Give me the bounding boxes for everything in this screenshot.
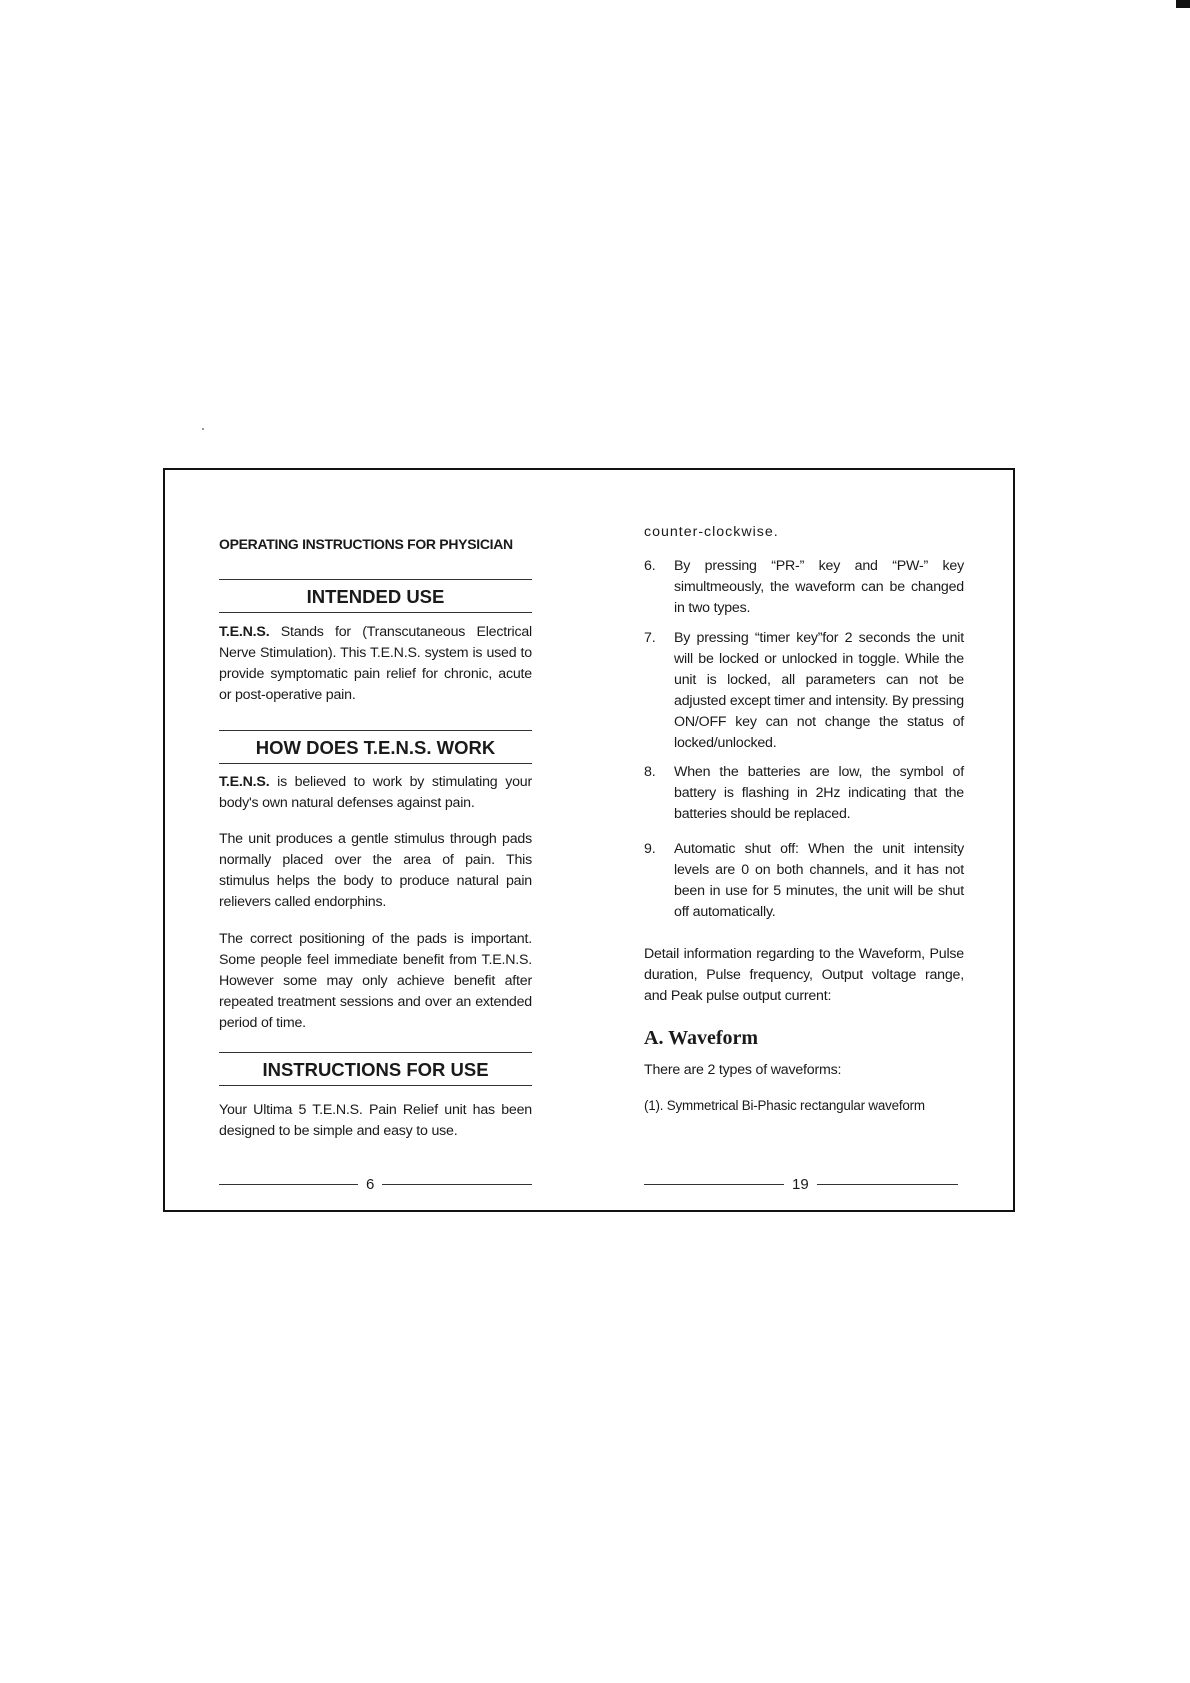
- list-item: [644, 556, 964, 619]
- document-title: OPERATING INSTRUCTIONS FOR PHYSICIAN: [219, 536, 513, 552]
- paragraph-lead: T.E.N.S.: [219, 774, 270, 790]
- list-number: 6.: [644, 558, 656, 574]
- list-number: 9.: [644, 841, 656, 857]
- list-number: 8.: [644, 764, 656, 780]
- list-text: Automatic shut off: When the unit intensity levels are 0 on both channels, and it has not been in use for 5 minutes, the unit will be shut off automatically.: [674, 841, 964, 920]
- paragraph-text: Stands for (Transcutaneous Electrical Nerve Stimulation). This T.E.N.S. system is used to provide symptomatic pain relief for chronic, acute or post-operative pain.: [219, 624, 532, 703]
- heading-intended-use: INTENDED USE: [219, 579, 532, 613]
- paragraph-how-2: The unit produces a gentle stimulus through pads normally placed over the area of pain. This stimulus helps the body to produce natural pain relievers called endorphins.: [219, 831, 532, 910]
- paragraph-how-1: [219, 772, 532, 814]
- paragraph-text: is believed to work by stimulating your body's own natural defenses against pain.: [219, 774, 532, 811]
- paragraph-intended-use: [219, 622, 532, 706]
- waveform-intro: There are 2 types of waveforms:: [644, 1062, 842, 1078]
- footer-left: [219, 1176, 532, 1193]
- list-text: By pressing “PR-” key and “PW-” key simultmeously, the waveform can be changed in two types.: [674, 558, 964, 616]
- scan-corner-mark: [1176, 0, 1190, 8]
- detail-text: Detail information regarding to the Waveform, Pulse duration, Pulse frequency, Output voltage range, and Peak pulse output current:: [644, 946, 964, 1004]
- footer-rule: [382, 1184, 532, 1185]
- list-number: 7.: [644, 630, 656, 646]
- scan-speck: [202, 428, 204, 430]
- footer-rule: [817, 1184, 958, 1185]
- footer-rule: [219, 1184, 358, 1185]
- list-item: [644, 628, 964, 754]
- heading-how-tens-works: HOW DOES T.E.N.S. WORK: [219, 730, 532, 764]
- waveform-heading: A. Waveform: [644, 1027, 759, 1049]
- paragraph-instructions: Your Ultima 5 T.E.N.S. Pain Relief unit has been designed to be simple and easy to use.: [219, 1102, 532, 1139]
- page-number: 19: [792, 1176, 809, 1193]
- list-item: [644, 762, 964, 825]
- paragraph-how-3: The correct positioning of the pads is important. Some people feel immediate benefit from T.E.N.S. However some may only achieve benefit after repeated treatment sessions and over an extended period of time.: [219, 931, 532, 1031]
- paragraph-lead: T.E.N.S.: [219, 624, 270, 640]
- footer-rule: [644, 1184, 784, 1185]
- page-number: 6: [366, 1176, 375, 1193]
- waveform-item: (1). Symmetrical Bi-Phasic rectangular waveform: [644, 1098, 925, 1113]
- footer-right: [644, 1176, 958, 1193]
- list-text: When the batteries are low, the symbol of battery is flashing in 2Hz indicating that the batteries should be replaced.: [674, 764, 964, 822]
- continued-text: counter-clockwise.: [644, 524, 779, 540]
- list-item: [644, 839, 964, 923]
- heading-instructions-for-use: INSTRUCTIONS FOR USE: [219, 1052, 532, 1086]
- list-text: By pressing “timer key”for 2 seconds the unit will be locked or unlocked in toggle. While the unit is locked, all parameters can not be adjusted except timer and intensity. By pressing ON/OFF key can not change the status of locked/unlocked.: [674, 630, 964, 751]
